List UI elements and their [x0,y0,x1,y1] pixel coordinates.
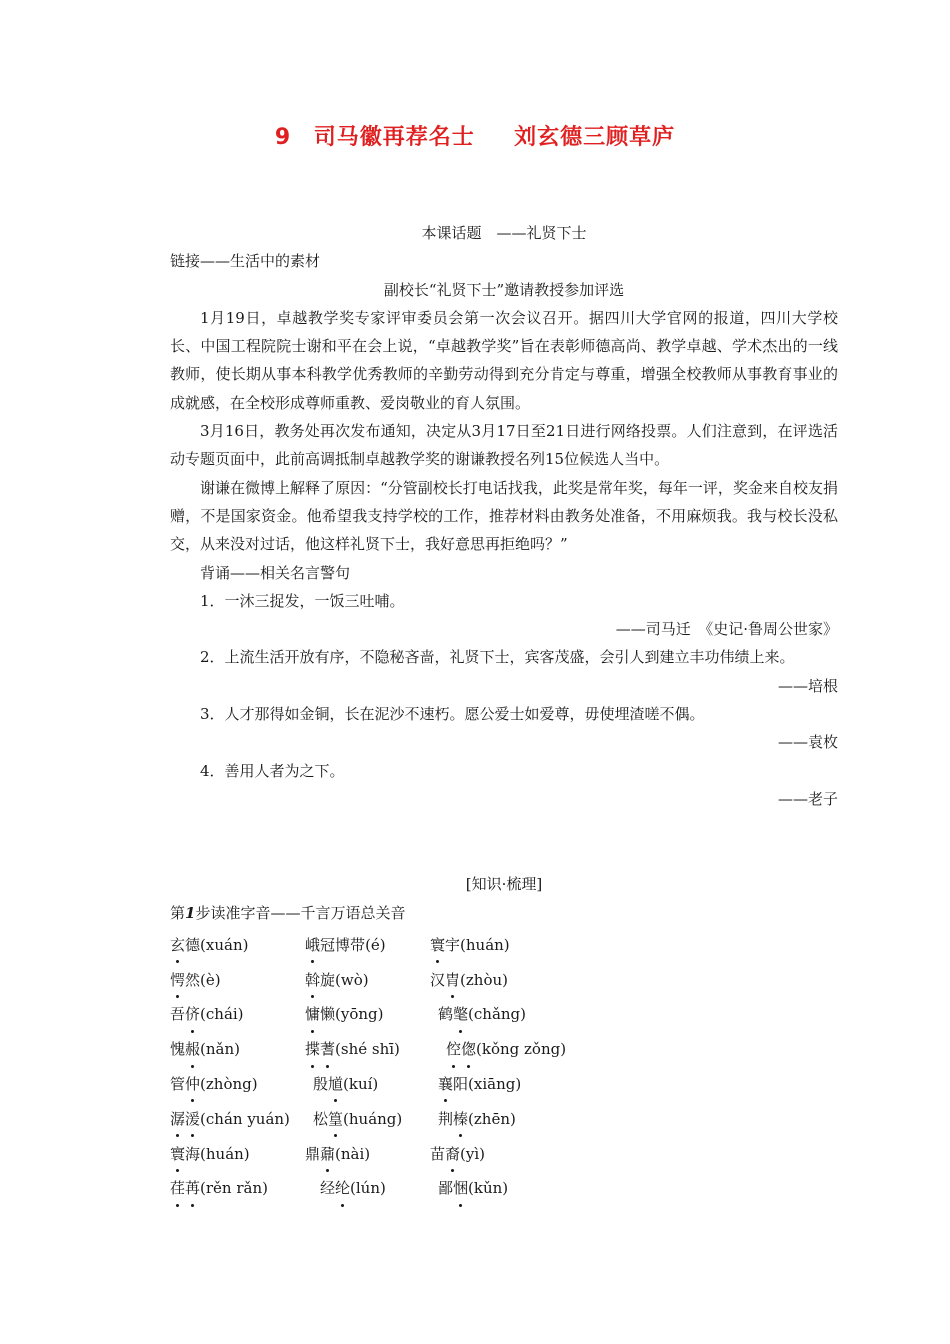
word-char: 阳 [453,1075,469,1094]
recite-heading: 背诵——相关名言警句 [200,563,351,582]
pronunciation-item [438,1174,508,1202]
pronunciation-list [170,931,838,1209]
word-char: 博 [335,935,351,954]
word-char: 鼎 [305,1144,321,1163]
link-heading: 链接——生活中的素材 [170,252,321,271]
word-char: 寰 [170,1140,185,1168]
word-char: 裔 [445,1140,460,1168]
word-char: 榛 [453,1105,468,1133]
word-char: 愕 [170,966,185,994]
pronunciation-row [170,966,838,1001]
word-char: 荆 [438,1109,454,1128]
pronunciation-row [170,1070,838,1105]
word-char: 慵 [305,1000,320,1028]
word-char: 玄 [170,931,185,959]
word-char: 篁 [328,1105,343,1133]
pinyin: (yōng) [335,1005,384,1024]
word-char: 松 [313,1109,329,1128]
pinyin: (zhòng) [200,1075,258,1094]
word-char: 德 [185,935,201,954]
pronunciation-item [320,1174,386,1202]
knowledge-heading: [知识·梳理] [465,875,543,894]
word-char: 旋 [320,970,336,989]
word-char: 经 [320,1179,336,1198]
word-char: 吾 [170,1005,186,1024]
lesson-number: 9 [274,125,292,150]
word-char: 鹤 [438,1005,454,1024]
pinyin: (nǎn) [200,1040,240,1059]
word-char: 寰 [430,931,445,959]
pronunciation-item [170,931,248,959]
pinyin: (shé shī) [335,1040,400,1059]
pinyin: (kǔn) [468,1179,509,1198]
lesson-title-part1: 司马徽再荐名士 [313,125,475,150]
pronunciation-item [305,1035,400,1063]
word-char: 峨 [305,931,320,959]
word-char: 懒 [320,1005,336,1024]
pronunciation-item [438,1000,526,1028]
word-char: 襄 [438,1070,453,1098]
pronunciation-item [430,931,510,959]
word-char: 斡 [305,966,320,994]
word-char: 侪 [185,1000,200,1028]
word-char: 带 [350,935,366,954]
pinyin: (huáng) [343,1109,403,1128]
pronunciation-item [170,1140,250,1168]
word-char: 苗 [430,1144,446,1163]
word-char: 潺 [170,1105,185,1133]
word-char: 揲 [305,1035,320,1063]
word-char: 湲 [185,1105,200,1133]
word-char: 管 [170,1075,186,1094]
pinyin: (xiāng) [468,1075,522,1094]
lesson-title-part2: 刘玄德三顾草庐 [514,125,676,150]
quote-text: 2．上流生活开放有序，不隐秘吝啬，礼贤下士，宾客茂盛，会引人到建立丰功伟绩上来。 [200,648,795,667]
pronunciation-row [170,1105,838,1140]
quote-text: 4．善用人者为之下。 [200,761,345,780]
word-char: 仲 [185,1070,200,1098]
quote-text: 1．一沐三捉发，一饭三吐哺。 [200,591,405,610]
word-char: 殷 [313,1075,329,1094]
word-char: 宇 [445,935,461,954]
word-char: 荏 [170,1174,185,1202]
pronunciation-item [438,1105,516,1133]
step-heading: 第1步读准字音——千言万语总关音 [170,903,406,922]
pronunciation-item [438,1070,521,1098]
pinyin: (kǒng zǒng) [476,1040,567,1059]
pronunciation-item [170,1000,244,1028]
word-char: 蓍 [320,1035,335,1063]
pinyin: (è) [200,970,221,989]
quote-source: ——司马迁 《史记·鲁周公世家》 [615,620,838,639]
lesson-title [0,120,950,151]
pronunciation-item [170,1105,290,1133]
word-char: 偬 [461,1035,476,1063]
pinyin: (zhòu) [460,970,508,989]
paragraph: 1月19日，卓越教学奖专家评审委员会第一次会议召开。据四川大学官网的报道，四川大学校长、中国工程院院士谢和平在会上说，“卓越教学奖”旨在表彰师德高尚、教学卓越、学术杰出的一线教师，使长期从事本科教学优秀教师的辛勤劳动得到充分肯定与尊重，增强全校教师从事教育事业的成就感，在全校形成尊师重教、爱岗敬业的育人氛围。 [170,308,838,412]
word-char: 汉 [430,970,446,989]
word-char: 氅 [453,1000,468,1028]
article-title: 副校长“礼贤下士”邀请教授参加评选 [383,280,625,299]
step-number: 1 [185,903,196,922]
pronunciation-item [305,966,369,994]
word-char: 倥 [446,1035,461,1063]
pronunciation-item [305,1000,384,1028]
quote-source: ——袁枚 [777,733,838,752]
pronunciation-item [313,1105,402,1133]
pinyin: (chǎng) [468,1005,527,1024]
word-char: 馗 [328,1070,343,1098]
paragraph: 3月16日，教务处再次发布通知，决定从3月17日至21日进行网络投票。人们注意到，在评选活动专题页面中，此前高调抵制卓越教学奖的谢谦教授名列15位候选人当中。 [170,422,838,469]
pinyin: (é) [365,935,386,954]
word-char: 然 [185,970,201,989]
word-char: 鼐 [320,1140,335,1168]
pronunciation-item [430,1140,485,1168]
pinyin: (wò) [335,970,369,989]
word-char: 纶 [335,1174,350,1202]
word-char: 愧 [170,1040,186,1059]
pinyin: (huán) [460,935,510,954]
pronunciation-item [313,1070,378,1098]
pronunciation-item [446,1035,566,1063]
paragraph: 谢谦在微博上解释了原因：“分管副校长打电话找我，此奖是常年奖，每年一评，奖金来自校友捐赠，不是国家资金。他希望我支持学校的工作，推荐材料由教务处准备，不用麻烦我。我与校长没私交，从来没对过话，他这样礼贤下士，我好意思再拒绝吗？” [170,478,838,554]
pronunciation-item [170,966,221,994]
word-char: 苒 [185,1174,200,1202]
word-char: 海 [185,1144,201,1163]
word-char: 悃 [453,1174,468,1202]
pronunciation-item [305,1140,370,1168]
word-char: 鄙 [438,1179,454,1198]
pinyin: (kuí) [343,1075,379,1094]
pinyin: (lún) [350,1179,386,1198]
pronunciation-item [170,1070,258,1098]
pinyin: (chái) [200,1005,244,1024]
word-char: 冠 [320,935,336,954]
pinyin: (yì) [460,1144,486,1163]
pronunciation-item [305,931,386,959]
pronunciation-row [170,1174,838,1209]
word-char: 赧 [185,1035,200,1063]
pronunciation-row [170,1035,838,1070]
pronunciation-item [430,966,508,994]
pinyin: (rěn rǎn) [200,1179,268,1198]
pronunciation-row [170,1140,838,1175]
content [170,219,838,1209]
quote-text: 3．人才那得如金铜，长在泥沙不速朽。愿公爱士如爱尊，毋使埋渣嗟不偶。 [200,705,705,724]
quote-source: ——培根 [777,676,838,695]
pronunciation-item [170,1174,268,1202]
topic-line: 本课话题 ——礼贤下士 [421,224,587,242]
word-char: 胄 [445,966,460,994]
pinyin: (chán yuán) [200,1109,290,1128]
pinyin: (huán) [200,1144,250,1163]
pronunciation-row [170,1000,838,1035]
quote-source: ——老子 [777,789,838,808]
pinyin: (nài) [335,1144,371,1163]
pronunciation-item [170,1035,240,1063]
pinyin: (zhēn) [468,1109,516,1128]
pinyin: (xuán) [200,935,249,954]
pronunciation-row [170,931,838,966]
